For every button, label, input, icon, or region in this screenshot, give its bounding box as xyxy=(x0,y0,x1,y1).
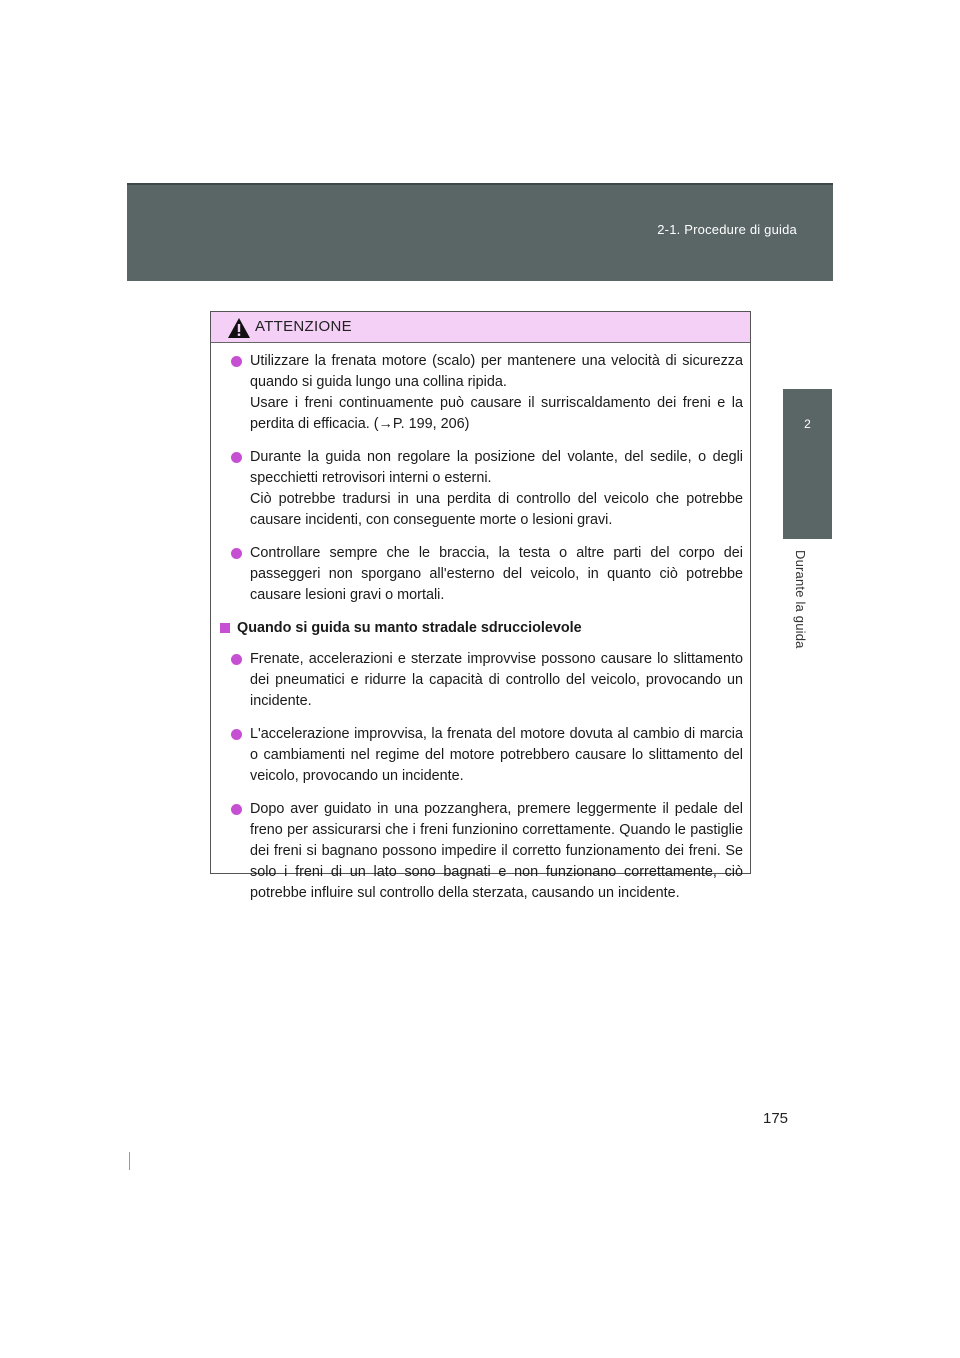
page-number: 175 xyxy=(763,1110,789,1127)
subsection-heading xyxy=(219,618,743,639)
warning-title: ATTENZIONE xyxy=(255,318,352,335)
warning-triangle-icon xyxy=(227,317,251,339)
bullet-circle-icon xyxy=(231,654,242,665)
warning-item xyxy=(219,724,743,787)
warning-header xyxy=(211,312,750,343)
subsection-heading-text: Quando si guida su manto stradale sdrucciolevole xyxy=(237,620,582,636)
warning-body xyxy=(211,343,750,904)
item-text: Controllare sempre che le braccia, la testa o altre parti del corpo dei passeggeri non sporgano all'esterno del veicolo, in quanto ciò potrebbe causare lesioni gravi o mortali. xyxy=(250,545,743,603)
section-title: 2-1. Procedure di guida xyxy=(657,222,797,237)
item-text: Dopo aver guidato in una pozzanghera, premere leggermente il pedale del freno per assicurarsi che i freni funzionino correttamente. Quando le pastiglie dei freni si bagnano possono impedire il corretto funzionamento dei freni. Se solo i freni di un lato sono bagnati e non funzionano correttamente, ciò potrebbe influire sul controllo della sterzata, causando un incidente. xyxy=(250,801,743,901)
chapter-label: Durante la guida xyxy=(793,550,808,649)
bullet-circle-icon xyxy=(231,729,242,740)
edge-mark xyxy=(129,1152,130,1170)
warning-item xyxy=(219,447,743,531)
chapter-number: 2 xyxy=(804,417,811,431)
item-text: Frenate, accelerazioni e sterzate improvvise possono causare lo slittamento dei pneumatici e ridurre la capacità di controllo del veicolo, provocando un incidente. xyxy=(250,651,743,709)
warning-item xyxy=(219,351,743,435)
item-text: Usare i freni continuamente può causare il surriscaldamento dei freni e la perdita di efficacia. (→P. 199, 206) xyxy=(250,395,743,432)
item-text: Utilizzare la frenata motore (scalo) per mantenere una velocità di sicurezza quando si guida lungo una collina ripida. xyxy=(250,353,743,390)
warning-box xyxy=(210,311,751,901)
item-text: L'accelerazione improvvisa, la frenata del motore dovuta al cambio di marcia o cambiamenti nel regime del motore potrebbero causare lo slittamento del veicolo, provocando un incidente. xyxy=(250,726,743,784)
bullet-circle-icon xyxy=(231,452,242,463)
warning-item xyxy=(219,649,743,712)
bullet-circle-icon xyxy=(231,804,242,815)
warning-item xyxy=(219,543,743,606)
warning-item xyxy=(219,799,743,904)
chapter-tab xyxy=(783,389,832,539)
item-text: Ciò potrebbe tradursi in una perdita di controllo del veicolo che potrebbe causare incidenti, con conseguente morte o lesioni gravi. xyxy=(250,491,743,528)
bullet-square-icon xyxy=(220,623,230,633)
item-text: Durante la guida non regolare la posizione del volante, del sedile, o degli specchietti retrovisori interni o esterni. xyxy=(250,449,743,486)
bullet-circle-icon xyxy=(231,548,242,559)
bullet-circle-icon xyxy=(231,356,242,367)
